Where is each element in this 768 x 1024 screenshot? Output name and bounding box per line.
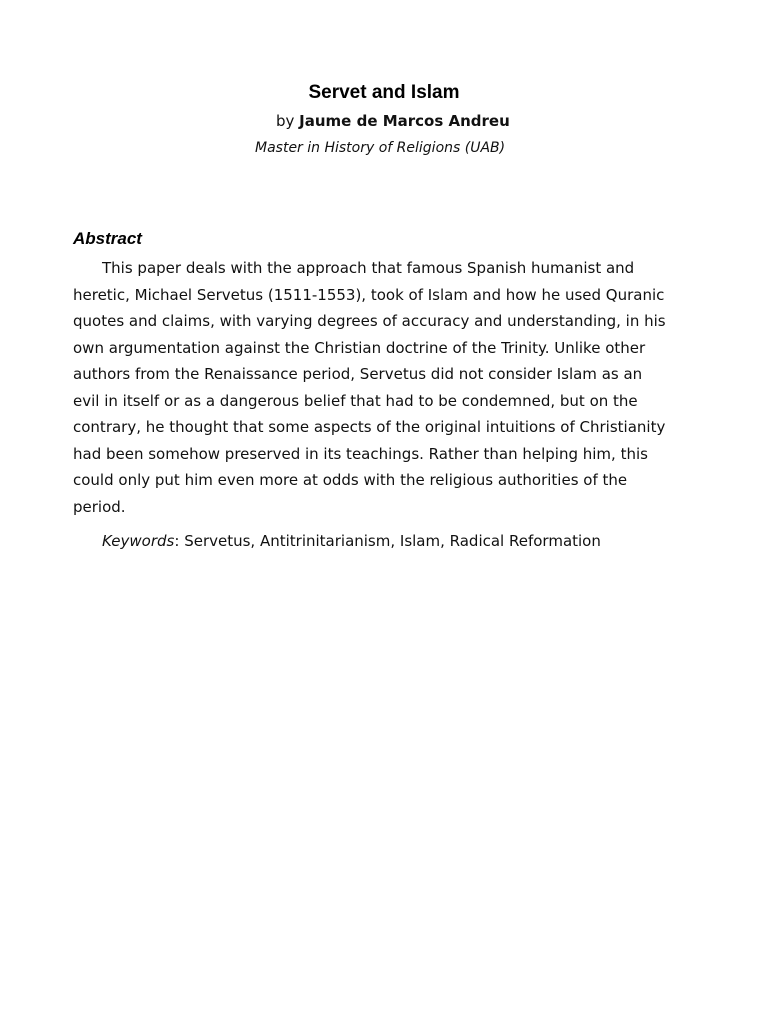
byline bbox=[276, 112, 510, 130]
abstract-line: evil in itself or as a dangerous belief that had to be condemned, but on the bbox=[73, 391, 638, 410]
abstract-line: could only put him even more at odds with the religious authorities of the bbox=[73, 471, 628, 489]
abstract-line: contrary, he thought that some aspects of the original intuitions of Christianity bbox=[73, 418, 666, 436]
abstract-line: had been somehow preserved in its teachings. Rather than helping him, this bbox=[73, 444, 648, 463]
keywords-list: Servetus, Antitrinitarianism, Islam, Radical Reformation bbox=[184, 532, 601, 550]
keywords-label: Keywords bbox=[102, 532, 175, 550]
author-name: Jaume de Marcos Andreu bbox=[299, 112, 510, 130]
paper-title: Servet and Islam bbox=[308, 82, 460, 103]
keywords-separator: : bbox=[174, 532, 185, 550]
abstract-body bbox=[73, 255, 713, 520]
byline-prefix: by bbox=[276, 112, 300, 130]
abstract-line: period. bbox=[73, 497, 126, 516]
abstract-line: heretic, Michael Servetus (1511-1553), took of Islam and how he used Quranic bbox=[73, 285, 665, 304]
abstract-line: authors from the Renaissance period, Servetus did not consider Islam as an bbox=[73, 365, 643, 383]
abstract-line: This paper deals with the approach that famous Spanish humanist and bbox=[102, 259, 635, 277]
keywords bbox=[102, 532, 601, 550]
abstract-line: quotes and claims, with varying degrees of accuracy and understanding, in his bbox=[73, 312, 666, 330]
abstract-line: own argumentation against the Christian doctrine of the Trinity. Unlike other bbox=[73, 338, 646, 357]
author-affiliation: Master in History of Religions (UAB) bbox=[255, 140, 506, 156]
abstract-heading: Abstract bbox=[73, 229, 142, 248]
